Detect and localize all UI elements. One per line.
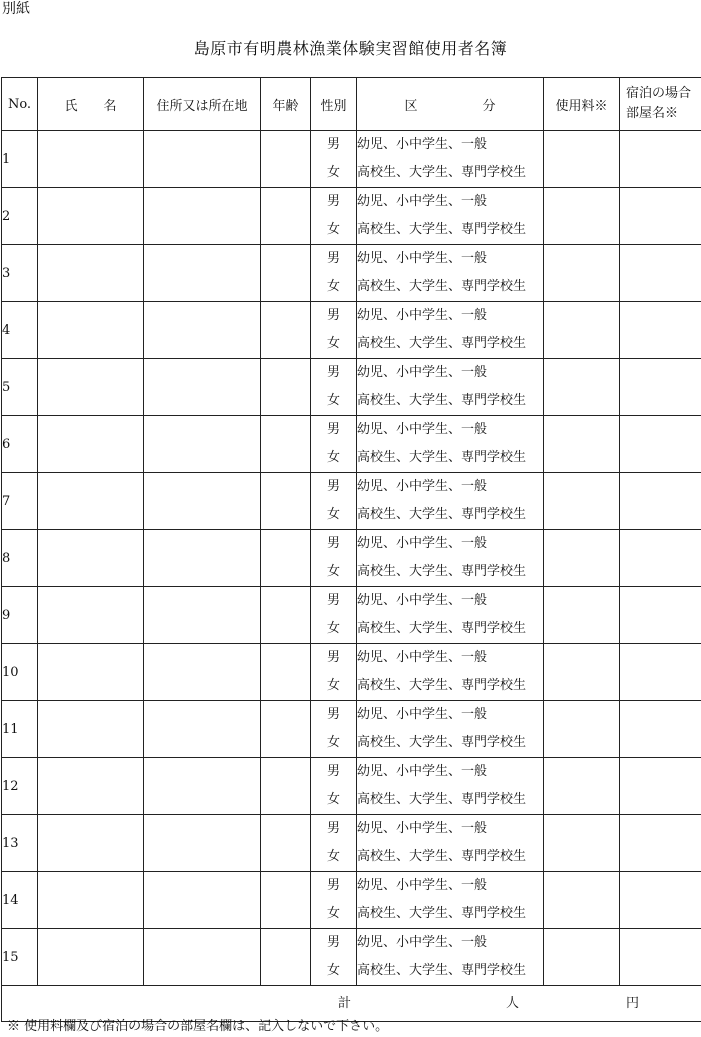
row-number: 4 — [2, 302, 38, 359]
name-field[interactable] — [38, 872, 144, 929]
sex-field[interactable] — [311, 587, 357, 644]
category-field[interactable] — [357, 188, 544, 245]
sex-field[interactable] — [311, 359, 357, 416]
age-field[interactable] — [261, 644, 311, 701]
sex-option-male[interactable]: 男 — [326, 137, 340, 152]
row-number: 9 — [2, 587, 38, 644]
fee-field — [544, 815, 620, 872]
sex-field[interactable] — [311, 872, 357, 929]
table-row — [2, 758, 701, 815]
category-field[interactable] — [357, 587, 544, 644]
category-option-1[interactable]: 幼児、小中学生、一般 — [357, 308, 488, 323]
row-number: 6 — [2, 416, 38, 473]
address-field[interactable] — [144, 188, 261, 245]
category-option-2[interactable]: 高校生、大学生、専門学校生 — [357, 963, 527, 978]
header-room-line1: 宿泊の場合 — [626, 86, 692, 101]
name-field[interactable] — [38, 815, 144, 872]
sex-field[interactable] — [311, 302, 357, 359]
fee-field — [544, 587, 620, 644]
category-field[interactable] — [357, 473, 544, 530]
age-field[interactable] — [261, 929, 311, 986]
header-age: 年齢 — [261, 78, 311, 131]
row-number: 10 — [2, 644, 38, 701]
room-field — [620, 473, 701, 530]
fee-field — [544, 473, 620, 530]
sex-option-female[interactable]: 女 — [326, 222, 340, 237]
row-number: 13 — [2, 815, 38, 872]
sex-field[interactable] — [311, 530, 357, 587]
sex-option-female[interactable]: 女 — [326, 393, 340, 408]
fee-field — [544, 359, 620, 416]
fee-field — [544, 245, 620, 302]
row-number: 8 — [2, 530, 38, 587]
table-row — [2, 929, 701, 986]
address-field[interactable] — [144, 245, 261, 302]
name-field[interactable] — [38, 758, 144, 815]
roster-body — [2, 131, 701, 986]
age-field[interactable] — [261, 245, 311, 302]
category-option-2[interactable]: 高校生、大学生、専門学校生 — [357, 792, 527, 807]
address-field[interactable] — [144, 872, 261, 929]
sex-option-male[interactable]: 男 — [326, 251, 340, 266]
category-option-1[interactable]: 幼児、小中学生、一般 — [357, 422, 488, 437]
total-cell — [2, 986, 701, 1022]
name-field[interactable] — [38, 587, 144, 644]
header-category: 区 分 — [357, 78, 544, 131]
address-field[interactable] — [144, 530, 261, 587]
row-number: 15 — [2, 929, 38, 986]
category-field[interactable] — [357, 131, 544, 188]
category-option-2[interactable]: 高校生、大学生、専門学校生 — [357, 222, 527, 237]
sex-option-male[interactable]: 男 — [326, 707, 340, 722]
sex-option-female[interactable]: 女 — [326, 507, 340, 522]
room-field — [620, 131, 701, 188]
header-room-line2: 部屋名※ — [626, 106, 679, 121]
age-field[interactable] — [261, 131, 311, 188]
address-field[interactable] — [144, 815, 261, 872]
sex-option-male[interactable]: 男 — [326, 821, 340, 836]
category-option-2[interactable]: 高校生、大学生、専門学校生 — [357, 564, 527, 579]
category-option-2[interactable]: 高校生、大学生、専門学校生 — [357, 621, 527, 636]
name-field[interactable] — [38, 131, 144, 188]
header-sex: 性別 — [311, 78, 357, 131]
fee-field — [544, 758, 620, 815]
attachment-label: 別紙 — [2, 1, 30, 17]
row-number: 7 — [2, 473, 38, 530]
room-field — [620, 302, 701, 359]
sex-option-female[interactable]: 女 — [326, 849, 340, 864]
category-field[interactable] — [357, 872, 544, 929]
sex-option-female[interactable]: 女 — [326, 963, 340, 978]
age-field[interactable] — [261, 872, 311, 929]
total-yen-unit: 円 — [626, 996, 640, 1011]
sex-option-male[interactable]: 男 — [326, 536, 340, 551]
category-option-2[interactable]: 高校生、大学生、専門学校生 — [357, 279, 527, 294]
category-option-2[interactable]: 高校生、大学生、専門学校生 — [357, 849, 527, 864]
sex-field[interactable] — [311, 245, 357, 302]
table-row — [2, 359, 701, 416]
room-field — [620, 758, 701, 815]
category-option-1[interactable]: 幼児、小中学生、一般 — [357, 878, 488, 893]
category-field[interactable] — [357, 245, 544, 302]
sex-option-female[interactable]: 女 — [326, 678, 340, 693]
room-field — [620, 815, 701, 872]
table-row — [2, 188, 701, 245]
category-option-2[interactable]: 高校生、大学生、専門学校生 — [357, 165, 527, 180]
age-field[interactable] — [261, 530, 311, 587]
fee-field — [544, 929, 620, 986]
category-field[interactable] — [357, 530, 544, 587]
row-number: 1 — [2, 131, 38, 188]
total-label: 計 — [338, 996, 352, 1011]
header-no: No. — [2, 78, 38, 131]
category-option-1[interactable]: 幼児、小中学生、一般 — [357, 194, 488, 209]
sex-field[interactable] — [311, 929, 357, 986]
age-field[interactable] — [261, 473, 311, 530]
sex-option-male[interactable]: 男 — [326, 479, 340, 494]
category-option-1[interactable]: 幼児、小中学生、一般 — [357, 593, 488, 608]
address-field[interactable] — [144, 302, 261, 359]
total-row — [2, 986, 701, 1022]
total-people-unit: 人 — [506, 996, 520, 1011]
address-field[interactable] — [144, 416, 261, 473]
category-option-2[interactable]: 高校生、大学生、専門学校生 — [357, 735, 527, 750]
name-field[interactable] — [38, 359, 144, 416]
sex-field[interactable] — [311, 416, 357, 473]
sex-field[interactable] — [311, 701, 357, 758]
category-option-1[interactable]: 幼児、小中学生、一般 — [357, 251, 488, 266]
room-field — [620, 929, 701, 986]
room-field — [620, 644, 701, 701]
address-field[interactable] — [144, 359, 261, 416]
address-field[interactable] — [144, 929, 261, 986]
age-field[interactable] — [261, 188, 311, 245]
room-field — [620, 416, 701, 473]
table-row — [2, 530, 701, 587]
table-row — [2, 587, 701, 644]
header-name: 氏 名 — [38, 78, 144, 131]
row-number: 3 — [2, 245, 38, 302]
sex-option-female[interactable]: 女 — [326, 165, 340, 180]
category-field[interactable] — [357, 644, 544, 701]
category-option-2[interactable]: 高校生、大学生、専門学校生 — [357, 507, 527, 522]
sex-option-male[interactable]: 男 — [326, 650, 340, 665]
age-field[interactable] — [261, 815, 311, 872]
room-field — [620, 359, 701, 416]
category-option-1[interactable]: 幼児、小中学生、一般 — [357, 764, 488, 779]
sex-option-female[interactable]: 女 — [326, 450, 340, 465]
name-field[interactable] — [38, 644, 144, 701]
sex-option-female[interactable]: 女 — [326, 906, 340, 921]
category-option-1[interactable]: 幼児、小中学生、一般 — [357, 935, 488, 950]
name-field[interactable] — [38, 530, 144, 587]
name-field[interactable] — [38, 929, 144, 986]
category-field[interactable] — [357, 701, 544, 758]
row-number: 12 — [2, 758, 38, 815]
fee-field — [544, 302, 620, 359]
header-row — [2, 78, 701, 131]
category-field[interactable] — [357, 302, 544, 359]
address-field[interactable] — [144, 644, 261, 701]
table-row — [2, 872, 701, 929]
room-field — [620, 188, 701, 245]
sex-option-female[interactable]: 女 — [326, 621, 340, 636]
address-field[interactable] — [144, 758, 261, 815]
user-roster-table — [1, 77, 701, 1022]
category-option-2[interactable]: 高校生、大学生、専門学校生 — [357, 906, 527, 921]
address-field[interactable] — [144, 701, 261, 758]
name-field[interactable] — [38, 188, 144, 245]
category-option-1[interactable]: 幼児、小中学生、一般 — [357, 707, 488, 722]
fee-field — [544, 131, 620, 188]
address-field[interactable] — [144, 473, 261, 530]
category-option-2[interactable]: 高校生、大学生、専門学校生 — [357, 678, 527, 693]
table-row — [2, 245, 701, 302]
row-number: 14 — [2, 872, 38, 929]
sex-option-male[interactable]: 男 — [326, 764, 340, 779]
age-field[interactable] — [261, 416, 311, 473]
fee-field — [544, 644, 620, 701]
age-field[interactable] — [261, 302, 311, 359]
name-field[interactable] — [38, 302, 144, 359]
sex-option-male[interactable]: 男 — [326, 935, 340, 950]
sex-option-male[interactable]: 男 — [326, 308, 340, 323]
sex-option-male[interactable]: 男 — [326, 422, 340, 437]
category-option-2[interactable]: 高校生、大学生、専門学校生 — [357, 450, 527, 465]
category-option-2[interactable]: 高校生、大学生、専門学校生 — [357, 393, 527, 408]
fee-field — [544, 872, 620, 929]
table-row — [2, 302, 701, 359]
name-field[interactable] — [38, 416, 144, 473]
category-field[interactable] — [357, 758, 544, 815]
sex-field[interactable] — [311, 188, 357, 245]
sex-field[interactable] — [311, 815, 357, 872]
sex-field[interactable] — [311, 131, 357, 188]
room-field — [620, 530, 701, 587]
sex-option-male[interactable]: 男 — [326, 194, 340, 209]
table-row — [2, 815, 701, 872]
age-field[interactable] — [261, 587, 311, 644]
table-row — [2, 416, 701, 473]
age-field[interactable] — [261, 758, 311, 815]
category-option-1[interactable]: 幼児、小中学生、一般 — [357, 650, 488, 665]
name-field[interactable] — [38, 701, 144, 758]
fee-field — [544, 416, 620, 473]
sex-option-male[interactable]: 男 — [326, 593, 340, 608]
category-option-1[interactable]: 幼児、小中学生、一般 — [357, 365, 488, 380]
footnote: ※ 使用料欄及び宿泊の場合の部屋名欄は、記入しないで下さい。 — [7, 1019, 389, 1034]
category-option-1[interactable]: 幼児、小中学生、一般 — [357, 536, 488, 551]
category-option-1[interactable]: 幼児、小中学生、一般 — [357, 821, 488, 836]
name-field[interactable] — [38, 245, 144, 302]
sex-option-female[interactable]: 女 — [326, 336, 340, 351]
category-option-1[interactable]: 幼児、小中学生、一般 — [357, 479, 488, 494]
category-field[interactable] — [357, 815, 544, 872]
header-address: 住所又は所在地 — [144, 78, 261, 131]
category-option-1[interactable]: 幼児、小中学生、一般 — [357, 137, 488, 152]
sex-field[interactable] — [311, 644, 357, 701]
table-row — [2, 473, 701, 530]
age-field[interactable] — [261, 701, 311, 758]
fee-field — [544, 188, 620, 245]
address-field[interactable] — [144, 131, 261, 188]
sex-field[interactable] — [311, 758, 357, 815]
room-field — [620, 587, 701, 644]
category-field[interactable] — [357, 929, 544, 986]
sex-option-female[interactable]: 女 — [326, 564, 340, 579]
sex-option-female[interactable]: 女 — [326, 279, 340, 294]
row-number: 2 — [2, 188, 38, 245]
room-field — [620, 701, 701, 758]
room-field — [620, 245, 701, 302]
table-row — [2, 131, 701, 188]
row-number: 11 — [2, 701, 38, 758]
fee-field — [544, 530, 620, 587]
row-number: 5 — [2, 359, 38, 416]
header-fee: 使用料※ — [544, 78, 620, 131]
sex-option-female[interactable]: 女 — [326, 792, 340, 807]
table-row — [2, 701, 701, 758]
fee-field — [544, 701, 620, 758]
table-row — [2, 644, 701, 701]
sex-option-male[interactable]: 男 — [326, 878, 340, 893]
category-option-2[interactable]: 高校生、大学生、専門学校生 — [357, 336, 527, 351]
category-field[interactable] — [357, 416, 544, 473]
header-room — [620, 78, 701, 131]
name-field[interactable] — [38, 473, 144, 530]
category-field[interactable] — [357, 359, 544, 416]
document-title: 島原市有明農林漁業体験実習館使用者名簿 — [193, 39, 508, 58]
sex-option-female[interactable]: 女 — [326, 735, 340, 750]
sex-option-male[interactable]: 男 — [326, 365, 340, 380]
room-field — [620, 872, 701, 929]
address-field[interactable] — [144, 587, 261, 644]
age-field[interactable] — [261, 359, 311, 416]
sex-field[interactable] — [311, 473, 357, 530]
